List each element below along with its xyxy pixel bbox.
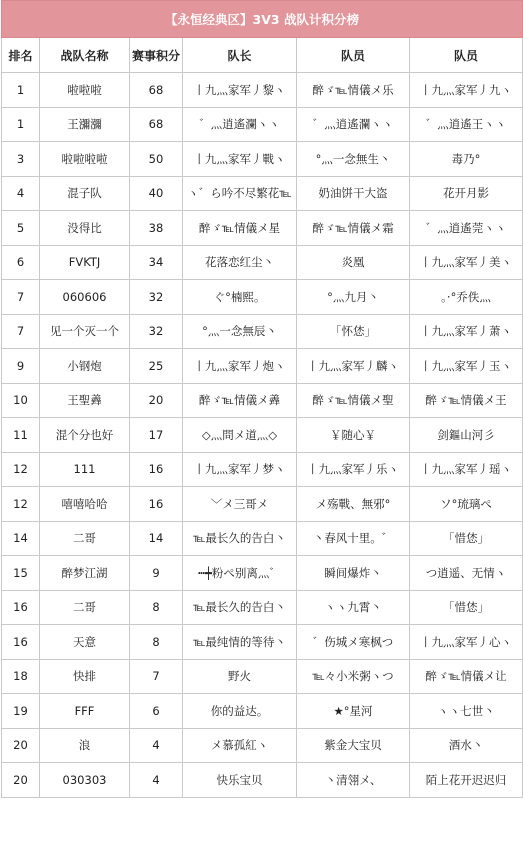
table-row xyxy=(2,211,523,246)
member-cell: 丶春风十里。゛ xyxy=(297,521,410,556)
header-points: 赛事积分 xyxy=(130,38,183,73)
rank-cell: 12 xyxy=(2,487,40,522)
member-cell: 紫金大宝贝 xyxy=(297,728,410,763)
member-cell: 丨九灬家军丿萧ヽ xyxy=(410,314,523,349)
captain-cell: ﹀メ三哥メ xyxy=(183,487,297,522)
member-cell: ￥随心￥ xyxy=(297,418,410,453)
rank-cell: 12 xyxy=(2,452,40,487)
captain-cell: 丨九灬家军丿戰ヽ xyxy=(183,142,297,177)
member-cell: ゛灬逍遙瀾ヽヽ xyxy=(297,107,410,142)
team-name-cell: 混个分也好 xyxy=(40,418,130,453)
rank-cell: 18 xyxy=(2,659,40,694)
points-cell: 8 xyxy=(130,625,183,660)
rank-cell: 4 xyxy=(2,176,40,211)
member-cell: 醉ゞ℡情儀メ聖 xyxy=(297,383,410,418)
team-name-cell: 二哥 xyxy=(40,590,130,625)
table-row xyxy=(2,694,523,729)
table-row xyxy=(2,521,523,556)
points-cell: 68 xyxy=(130,107,183,142)
rank-cell: 6 xyxy=(2,245,40,280)
rank-cell: 1 xyxy=(2,73,40,108)
captain-cell: 醉ゞ℡情儀メ羴 xyxy=(183,383,297,418)
table-row xyxy=(2,280,523,315)
member-cell: 「惜恷」 xyxy=(410,521,523,556)
captain-cell: ◇灬問メ道灬◇ xyxy=(183,418,297,453)
member-cell: 瞬间爆炸丶 xyxy=(297,556,410,591)
member-cell: 剑鏂山河彡 xyxy=(410,418,523,453)
team-name-cell: 啦啦啦 xyxy=(40,73,130,108)
header-row xyxy=(2,38,523,73)
points-cell: 38 xyxy=(130,211,183,246)
table-row xyxy=(2,314,523,349)
rank-cell: 16 xyxy=(2,625,40,660)
team-name-cell: 030303 xyxy=(40,763,130,798)
team-name-cell: 王瀰瀰 xyxy=(40,107,130,142)
points-cell: 16 xyxy=(130,452,183,487)
points-cell: 4 xyxy=(130,763,183,798)
member-cell: 丨九灬家军丿瑶ヽ xyxy=(410,452,523,487)
table-row xyxy=(2,487,523,522)
points-cell: 9 xyxy=(130,556,183,591)
header-member-2: 队员 xyxy=(410,38,523,73)
points-cell: 7 xyxy=(130,659,183,694)
member-cell: ★°星河 xyxy=(297,694,410,729)
rank-cell: 5 xyxy=(2,211,40,246)
team-name-cell: 060606 xyxy=(40,280,130,315)
rank-cell: 15 xyxy=(2,556,40,591)
member-cell: 醉ゞ℡情儀メ霜 xyxy=(297,211,410,246)
member-cell: ゛伤城メ寒枫つ xyxy=(297,625,410,660)
member-cell: ℡々小米粥ヽつ xyxy=(297,659,410,694)
captain-cell: 野火 xyxy=(183,659,297,694)
points-cell: 14 xyxy=(130,521,183,556)
captain-cell: ℡最纯情的等待丶 xyxy=(183,625,297,660)
team-name-cell: 快排 xyxy=(40,659,130,694)
member-cell: 。·°乔佚灬 xyxy=(410,280,523,315)
team-name-cell: 二哥 xyxy=(40,521,130,556)
team-name-cell: 浪 xyxy=(40,728,130,763)
member-cell: 丨九灬家军丿美ヽ xyxy=(410,245,523,280)
team-name-cell: 啦啦啦啦 xyxy=(40,142,130,177)
member-cell: 丶清翎メ、 xyxy=(297,763,410,798)
table-row xyxy=(2,763,523,798)
member-cell: 丨九灬家军丿九ヽ xyxy=(410,73,523,108)
points-cell: 17 xyxy=(130,418,183,453)
table-row xyxy=(2,245,523,280)
table-row xyxy=(2,142,523,177)
captain-cell: 花落恋红尘丶 xyxy=(183,245,297,280)
captain-cell: °灬一念無辰丶 xyxy=(183,314,297,349)
captain-cell: メ慕孤紅ヽ xyxy=(183,728,297,763)
points-cell: 32 xyxy=(130,280,183,315)
member-cell: メ殇戰、無邪° xyxy=(297,487,410,522)
team-name-cell: 醉梦江湖 xyxy=(40,556,130,591)
table-body xyxy=(2,73,523,798)
member-cell: 「怀恷」 xyxy=(297,314,410,349)
points-cell: 32 xyxy=(130,314,183,349)
rank-cell: 14 xyxy=(2,521,40,556)
rank-cell: 19 xyxy=(2,694,40,729)
rank-cell: 20 xyxy=(2,728,40,763)
captain-cell: ℡最长久的告白丶 xyxy=(183,521,297,556)
table-row xyxy=(2,349,523,384)
captain-cell: 醉ゞ℡情儀メ星 xyxy=(183,211,297,246)
captain-cell: 快乐宝贝 xyxy=(183,763,297,798)
team-name-cell: 没得比 xyxy=(40,211,130,246)
points-cell: 50 xyxy=(130,142,183,177)
member-cell: 花开月影 xyxy=(410,176,523,211)
member-cell: 醉ゞ℡情儀メ让 xyxy=(410,659,523,694)
rank-cell: 11 xyxy=(2,418,40,453)
table-row xyxy=(2,452,523,487)
title-row xyxy=(2,1,523,38)
table-row xyxy=(2,659,523,694)
rank-cell: 10 xyxy=(2,383,40,418)
score-table xyxy=(1,0,523,798)
points-cell: 6 xyxy=(130,694,183,729)
team-name-cell: FVKTJ xyxy=(40,245,130,280)
table-row xyxy=(2,556,523,591)
member-cell: つ逍遥、无情ヽ xyxy=(410,556,523,591)
member-cell: 醉ゞ℡情儀メ乐 xyxy=(297,73,410,108)
member-cell: °灬一念無生丶 xyxy=(297,142,410,177)
rank-cell: 1 xyxy=(2,107,40,142)
member-cell: 奶油饼干大盗 xyxy=(297,176,410,211)
team-name-cell: FFF xyxy=(40,694,130,729)
team-name-cell: 嘻嘻哈哈 xyxy=(40,487,130,522)
points-cell: 40 xyxy=(130,176,183,211)
captain-cell: ゛灬逍遙瀾ヽヽ xyxy=(183,107,297,142)
rank-cell: 3 xyxy=(2,142,40,177)
team-name-cell: 天意 xyxy=(40,625,130,660)
points-cell: 34 xyxy=(130,245,183,280)
member-cell: 丨九灬家军丿麟ヽ xyxy=(297,349,410,384)
team-name-cell: 小钢炮 xyxy=(40,349,130,384)
team-name-cell: 混子队 xyxy=(40,176,130,211)
rank-cell: 9 xyxy=(2,349,40,384)
table-row xyxy=(2,176,523,211)
team-name-cell: 王聖羴 xyxy=(40,383,130,418)
table-row xyxy=(2,107,523,142)
member-cell: 丨九灬家军丿玉ヽ xyxy=(410,349,523,384)
points-cell: 4 xyxy=(130,728,183,763)
table-row xyxy=(2,418,523,453)
points-cell: 8 xyxy=(130,590,183,625)
team-name-cell: 见一个灭一个 xyxy=(40,314,130,349)
table-row xyxy=(2,728,523,763)
rank-cell: 7 xyxy=(2,280,40,315)
rank-cell: 16 xyxy=(2,590,40,625)
points-cell: 68 xyxy=(130,73,183,108)
member-cell: ソ°琉璃ぺ xyxy=(410,487,523,522)
member-cell: 毒乃° xyxy=(410,142,523,177)
table-row xyxy=(2,625,523,660)
member-cell: ヽヽ九霄丶 xyxy=(297,590,410,625)
table-row xyxy=(2,73,523,108)
member-cell: ゛灬逍遙王ヽヽ xyxy=(410,107,523,142)
captain-cell: ℡最长久的告白丶 xyxy=(183,590,297,625)
member-cell: 醉ゞ℡情儀メ王 xyxy=(410,383,523,418)
captain-cell: ぐ°楠熙。 xyxy=(183,280,297,315)
member-cell: ヽヽ七世丶 xyxy=(410,694,523,729)
captain-cell: 丨九灬家军丿炮ヽ xyxy=(183,349,297,384)
member-cell: 「惜恷」 xyxy=(410,590,523,625)
member-cell: ゛灬逍遙莞ヽヽ xyxy=(410,211,523,246)
captain-cell: 丨九灬家军丿黎ヽ xyxy=(183,73,297,108)
table-title: 【永恒经典区】3V3 战队计积分榜 xyxy=(2,1,523,38)
captain-cell: 你的益达。 xyxy=(183,694,297,729)
member-cell: 陌上花开迟迟归 xyxy=(410,763,523,798)
header-team-name: 战队名称 xyxy=(40,38,130,73)
member-cell: 丨九灬家军丿心ヽ xyxy=(410,625,523,660)
team-name-cell: 111 xyxy=(40,452,130,487)
table-row xyxy=(2,383,523,418)
header-captain: 队长 xyxy=(183,38,297,73)
header-member-1: 队员 xyxy=(297,38,410,73)
member-cell: 丨九灬家军丿乐ヽ xyxy=(297,452,410,487)
points-cell: 25 xyxy=(130,349,183,384)
points-cell: 20 xyxy=(130,383,183,418)
member-cell: °灬九月丶 xyxy=(297,280,410,315)
member-cell: 酒水丶 xyxy=(410,728,523,763)
header-rank: 排名 xyxy=(2,38,40,73)
leaderboard xyxy=(1,0,522,798)
points-cell: 16 xyxy=(130,487,183,522)
table-row xyxy=(2,590,523,625)
rank-cell: 7 xyxy=(2,314,40,349)
captain-cell: ┅┿粉ぺ别离灬゛ xyxy=(183,556,297,591)
captain-cell: ヽ゛ら吟不尽繁花℡ xyxy=(183,176,297,211)
member-cell: 炎凰 xyxy=(297,245,410,280)
captain-cell: 丨九灬家军丿梦ヽ xyxy=(183,452,297,487)
rank-cell: 20 xyxy=(2,763,40,798)
